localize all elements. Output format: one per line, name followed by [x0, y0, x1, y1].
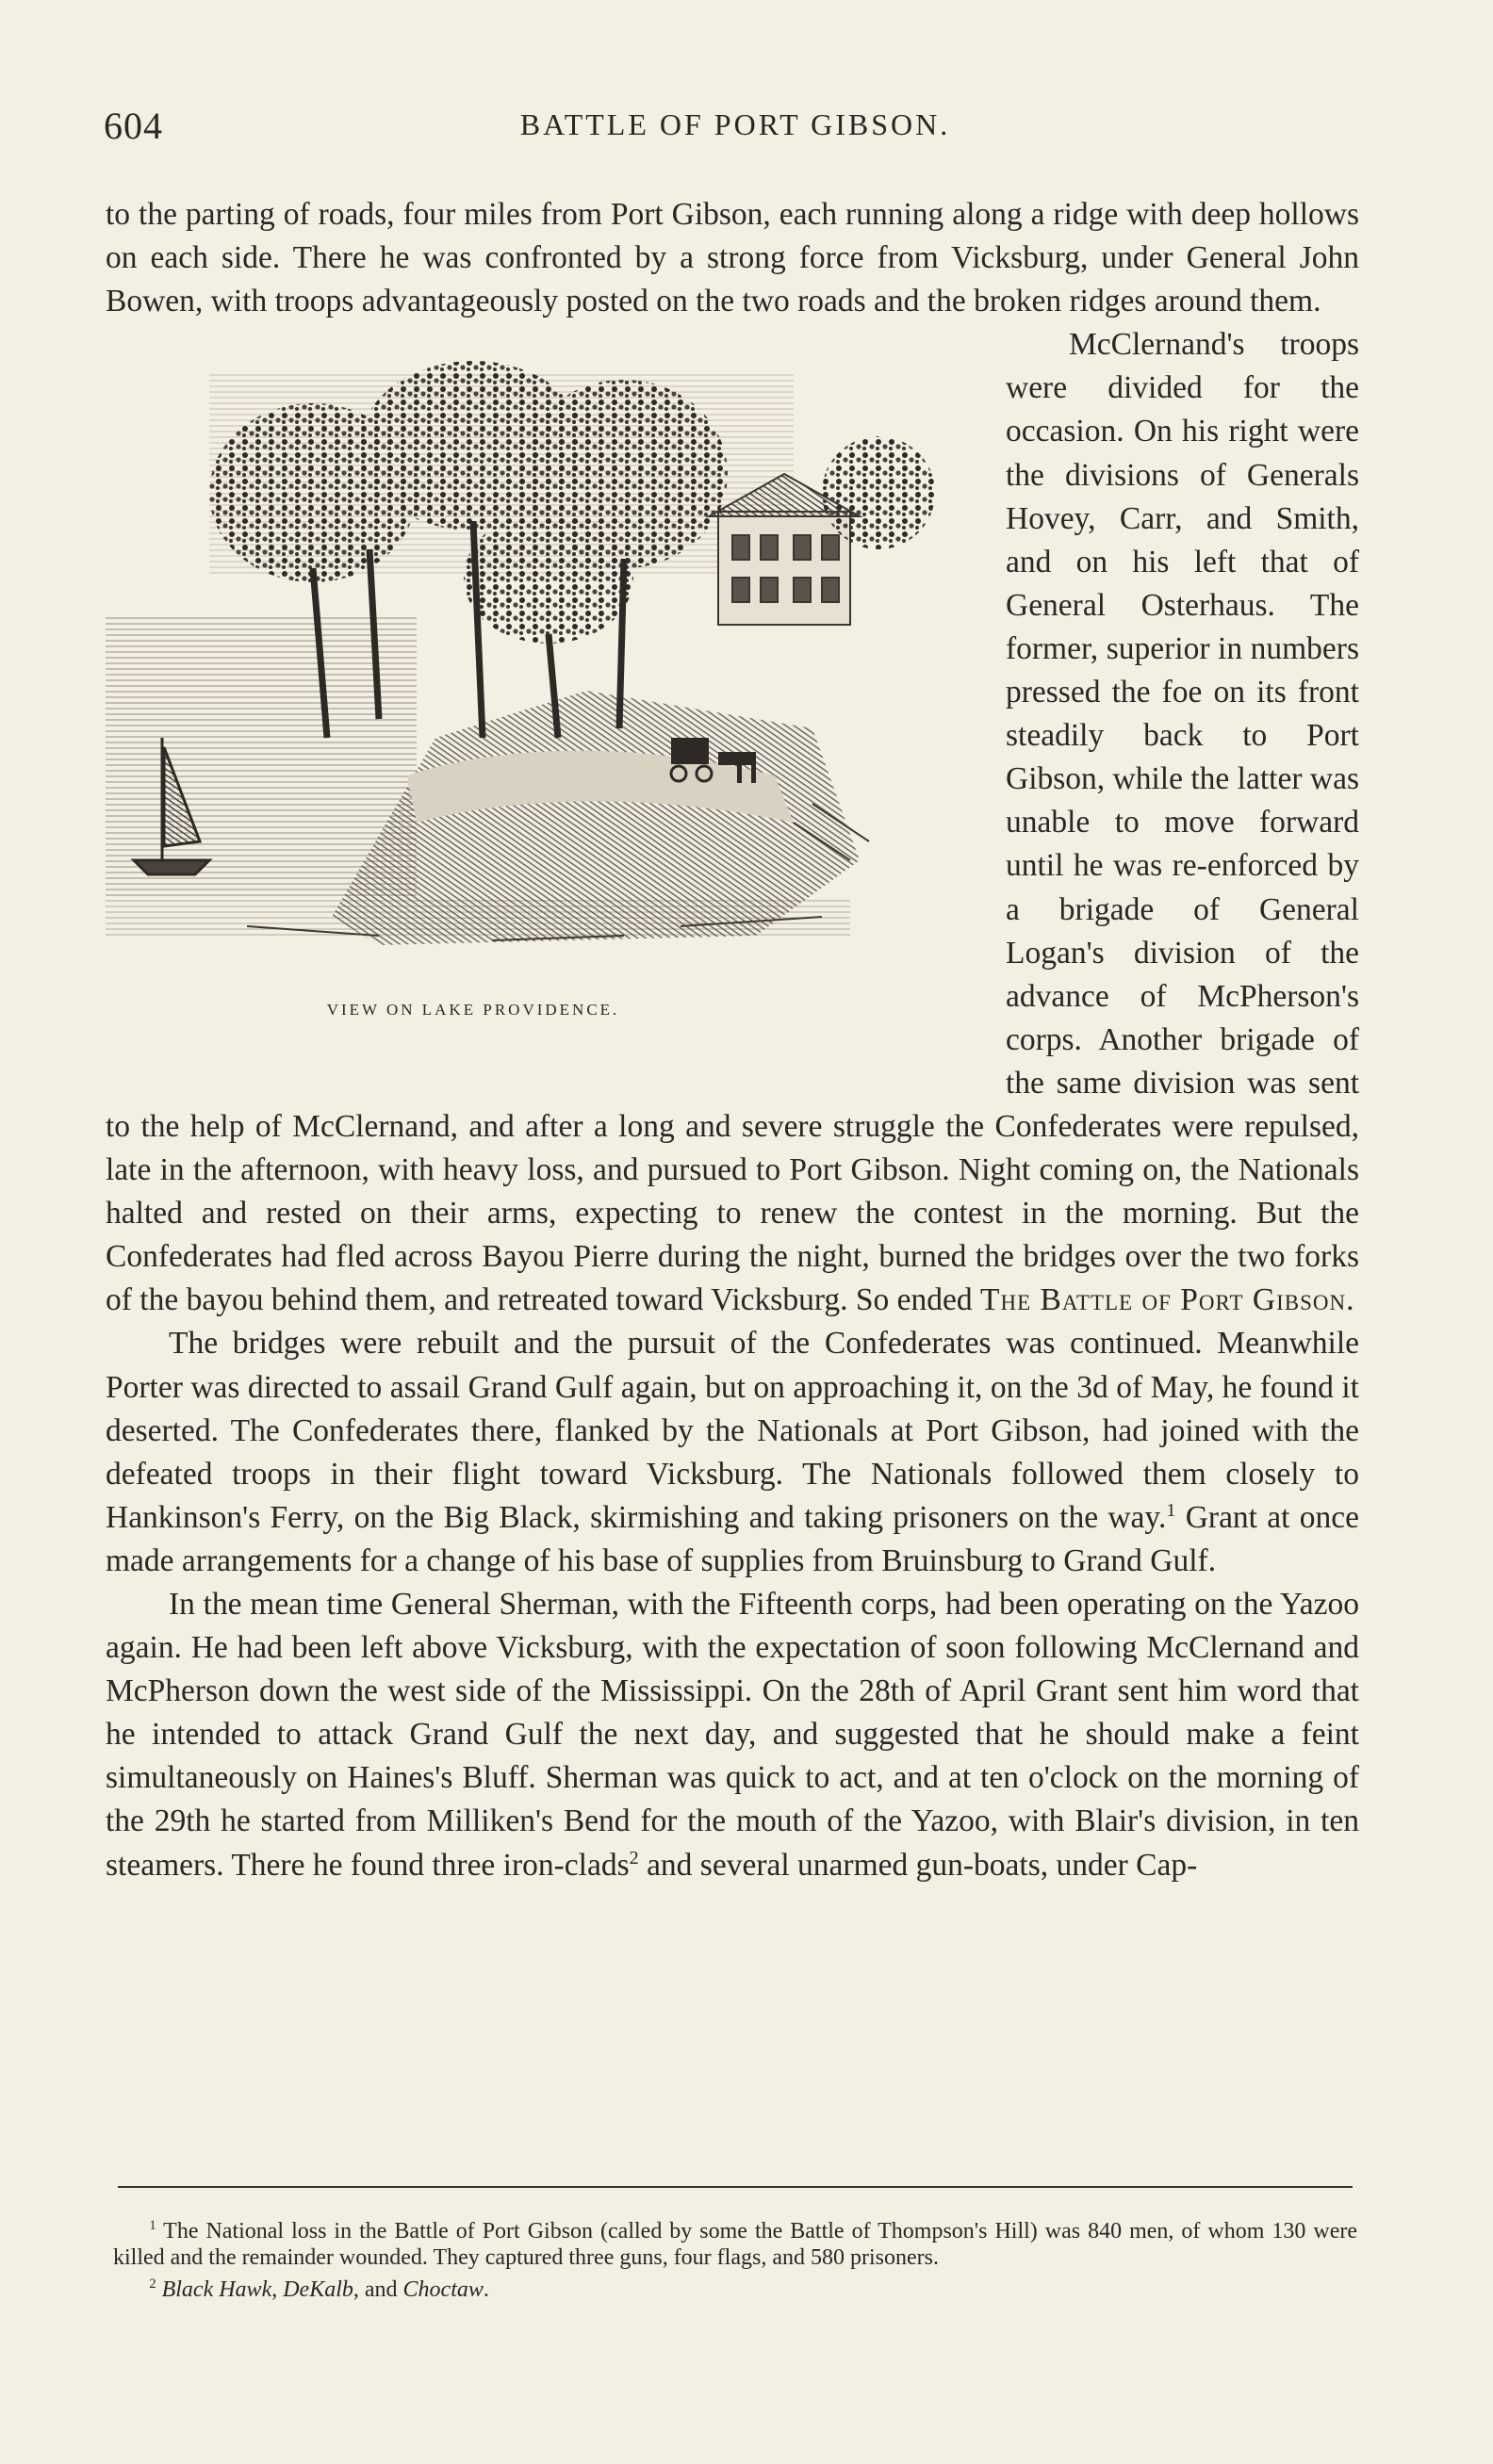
- footnote-2: $^2$ Black Hawk, DeKalb, and Choctaw.: [149, 2276, 489, 2302]
- paragraph-4-text-b: and several unarmed gun-boats, under Cap-: [647, 1847, 1198, 1883]
- paragraph-1: to the parting of roads, four miles from Port Gibson, each running along a ridge with deep hollows on each side. There he was confronted by a strong force from Vicksburg, under General John Bowen, with troops advantageously posted on the two roads and the broken ridges around them.: [106, 197, 1359, 319]
- running-title: BATTLE OF PORT GIBSON.: [519, 107, 951, 141]
- footnote-ref-1[interactable]: 1: [1166, 1499, 1176, 1521]
- footnote-2-mark: 2: [149, 2276, 156, 2292]
- figure-caption: VIEW ON LAKE PROVIDENCE.: [326, 1001, 620, 1020]
- footnote-1: [113, 2212, 1357, 2271]
- paragraph-4-text-a: In the mean time General Sherman, with the Fifteenth corps, had been operating on the Yazoo again. He had been left above Vicksburg, with the expectation of soon following McClernand and McPherson down the west side of the Mississippi. On the 28th of April Grant sent him word that he intended to attack Grand Gulf the next day, and suggested that he should make a feint simultaneously on Haines's Bluff. Sherman was quick to act, and at ten o'clock on the morning of the 29th he started from Milliken's Bend for the mouth of the Yazoo, with Blair's division, in ten steamers. There he found three iron-clads: [106, 1587, 1359, 1883]
- footnote-2-ship-1: Black Hawk: [161, 2277, 272, 2302]
- footnote-1-mark: 1: [149, 2218, 156, 2233]
- page-number: 604: [104, 105, 163, 147]
- paragraph-3-text-b: Grant at once made arrangements for a change of his base of supplies from Bruinsburg to Grand Gulf.: [106, 1499, 1359, 1578]
- figure-lake-providence: [96, 333, 977, 1091]
- paragraph-4: [106, 1583, 1359, 1887]
- body-text: [106, 193, 1359, 1887]
- engraving-illustration: [96, 333, 977, 983]
- paragraph-2-text: McClernand's troops were divided for the occasion. On his right were the divisions of Generals Hovey, Carr, and Smith, and on his left that of General Osterhaus. The former, superior in numbers pressed the foe on its front steadily back to Port Gibson, while the latter was unable to move forward until he was re-enforced by a brigade of General Logan's division of the advance of McPherson's corps. Another brigade of the same division was sent to the help of McClernand, and after a long and severe struggle the Confederates were repulsed, late in the afternoon, with heavy loss, and pursued to Port Gibson. Night coming on, the Nationals halted and rested on their arms, expecting to renew the contest in the morning. But the Confederates had fled across Bayou Pierre during the night, burned the bridges over the two forks of the bayou behind them, and retreated toward Vicksburg. So ended: [106, 327, 1359, 1318]
- footnote-2-and: and: [364, 2277, 398, 2302]
- battle-name-smallcaps: The Battle of Port Gibson.: [980, 1282, 1355, 1318]
- footnote-1-text: The National loss in the Battle of Port Gibson (called by some the Battle of Thompson's Hill) was 840 men, of whom 130 were killed and the remainder wounded. They captured three guns, four flags, and 580 prisoners.: [113, 2219, 1357, 2270]
- paragraph-3: [106, 1322, 1359, 1583]
- footnotes: [113, 2212, 1357, 2303]
- footnote-ref-2[interactable]: 2: [629, 1847, 639, 1868]
- paragraph-3-text-a: The bridges were rebuilt and the pursuit of the Confederates was continued. Meanwhile Porter was directed to assail Grand Gulf again, but on approaching it, on the 3d of May, he found it deserted. The Confederates there, flanked by the Nationals at Port Gibson, had joined with the defeated troops in their flight toward Vicksburg. The Nationals followed them closely to Hankinson's Ferry, on the Big Black, skirmishing and taking prisoners on the way.: [106, 1326, 1359, 1535]
- page-header: [104, 104, 1367, 160]
- footnote-divider: [118, 2186, 1353, 2188]
- footnote-2-ship-3: Choctaw: [402, 2277, 484, 2302]
- footnote-2-ship-2: DeKalb: [283, 2277, 353, 2302]
